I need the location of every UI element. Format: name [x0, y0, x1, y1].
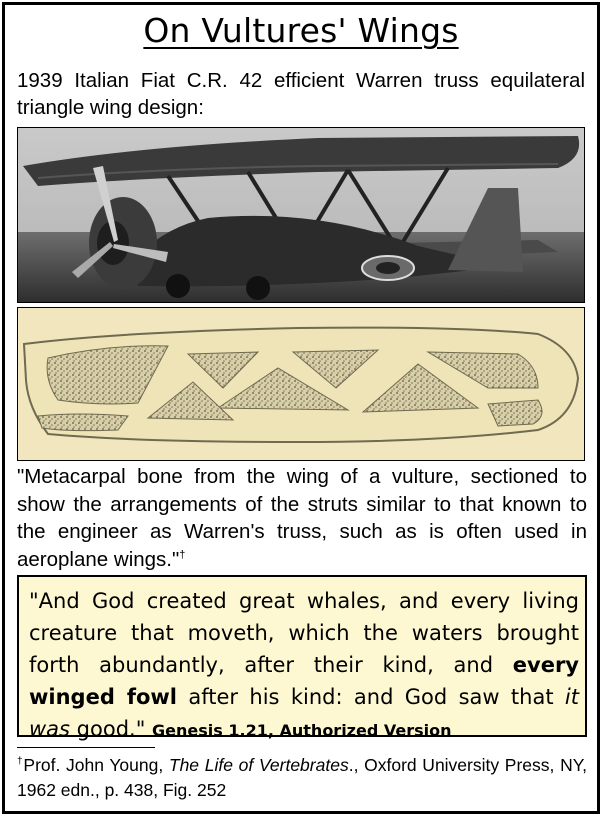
footnote-divider [17, 747, 155, 748]
quote-bold: every winged fowl [29, 653, 579, 709]
footnote-mark: † [17, 756, 24, 768]
footnote-publication: ., Oxford University Press, NY, 1962 edn., p. 438, Fig. 252 [17, 755, 587, 800]
caption-text: "Metacarpal bone from the wing of a vulture, sectioned to show the arrangements of the struts similar to that known to the engineer as Warren's truss, such as is often used in aeroplane wings." [17, 465, 587, 571]
poster-frame [2, 2, 600, 814]
caption-footnote-mark: † [179, 548, 186, 561]
footnote-author: Prof. John Young, [23, 755, 169, 775]
quote-part1: "And God created great whales, and every living creature that moveth, which the waters brought forth abundantly, after their kind, and [29, 589, 579, 677]
quote-italic: it was [29, 685, 579, 741]
scripture-quote [17, 575, 587, 741]
biplane-illustration [18, 128, 584, 302]
bone-caption [17, 463, 587, 573]
intro-text: 1939 Italian Fiat C.R. 42 efficient Warren truss equilateral triangle wing design: [17, 69, 585, 119]
bone-section-image [17, 307, 585, 461]
quote-part2: after his kind: and God saw that [177, 685, 565, 709]
footnote-book-title: The Life of Vertebrates [168, 755, 349, 775]
quote-part3: good." [70, 717, 153, 741]
bone-illustration [18, 308, 584, 460]
page-title: On Vultures' Wings [143, 11, 459, 50]
biplane-photo [17, 127, 585, 303]
quote-citation: Genesis 1.21, Authorized Version [152, 721, 452, 740]
footnote [17, 753, 587, 803]
